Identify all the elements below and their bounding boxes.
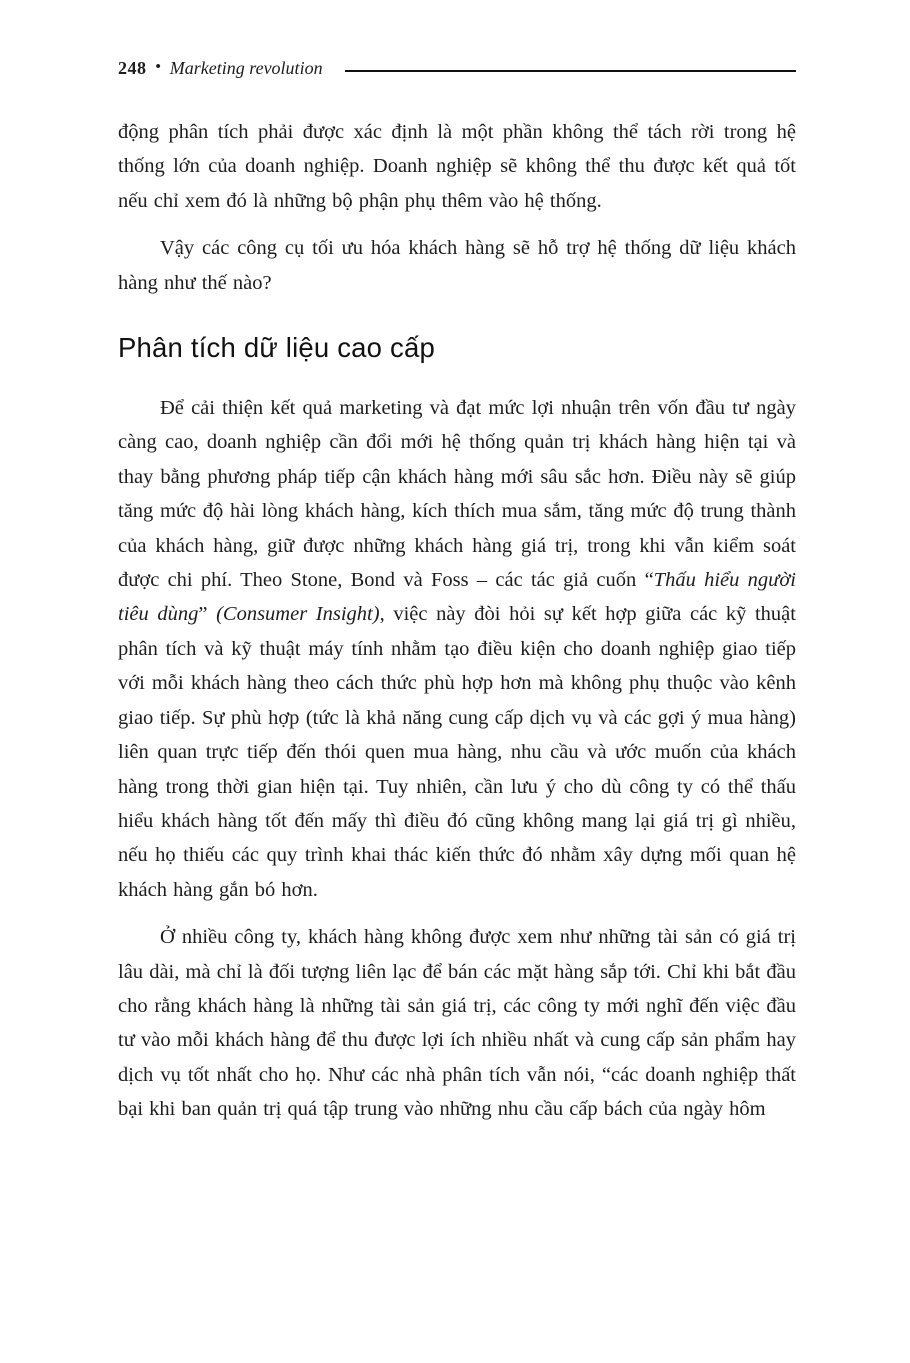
book-title-inline: Thấu hiểu người tiêu dùng <box>118 569 796 626</box>
header-bullet: • <box>155 59 161 75</box>
header-rule <box>345 70 796 72</box>
book-title-english-inline: (Consumer Insight) <box>216 603 380 626</box>
paragraph-continuation: động phân tích phải được xác định là một phần không thể tách rời trong hệ thống lớn của doanh nghiệp. Doanh nghiệp sẽ không thể thu được kết quả tốt nếu chỉ xem đó là những bộ phận phụ thêm vào hệ thống. <box>118 121 796 212</box>
book-title: Marketing revolution <box>169 58 323 78</box>
paragraph-analysis <box>118 391 796 907</box>
paragraph-text: , việc này đòi hỏi sự kết hợp giữa các kỹ thuật phân tích và kỹ thuật máy tính nhằm tạo điều kiện cho doanh nghiệp giao tiếp với mỗi khách hàng theo cách thức phù hợp hơn mà không phụ thuộc vào kênh giao tiếp. Sự phù hợp (tức là khả năng cung cấp dịch vụ và các gợi ý mua hàng) liên quan trực tiếp đến thói quen mua hàng, nhu cầu và ước muốn của khách hàng trong thời gian hiện tại. Tuy nhiên, cần lưu ý cho dù công ty có thể thấu hiểu khách hàng tốt đến mấy thì điều đó cũng không mang lại giá trị gì nhiều, nếu họ thiếu các quy trình khai thác kiến thức đó nhằm xây dựng mối quan hệ khách hàng gắn bó hơn. <box>118 603 796 901</box>
page-body <box>118 115 796 1127</box>
paragraph-text: Để cải thiện kết quả marketing và đạt mức lợi nhuận trên vốn đầu tư ngày càng cao, doanh nghiệp cần đổi mới hệ thống quản trị khách hàng hiện tại và thay bằng phương pháp tiếp cận khách hàng mới sâu sắc hơn. Điều này sẽ giúp tăng mức độ hài lòng khách hàng, kích thích mua sắm, tăng mức độ trung thành của khách hàng, giữ được những khách hàng giá trị, trong khi vẫn kiểm soát được chi phí. Theo Stone, Bond và Foss – các tác giả cuốn “ <box>118 397 796 592</box>
paragraph-customers-as-assets: Ở nhiều công ty, khách hàng không được xem như những tài sản có giá trị lâu dài, mà chỉ là đối tượng liên lạc để bán các mặt hàng sắp tới. Chỉ khi bắt đầu cho rằng khách hàng là những tài sản giá trị, các công ty mới nghĩ đến việc đầu tư vào mỗi khách hàng để thu được lợi ích nhiều nhất và cung cấp sản phẩm hay dịch vụ tốt nhất cho họ. Như các nhà phân tích vẫn nói, “các doanh nghiệp thất bại khi ban quản trị quá tập trung vào những nhu cầu cấp bách của ngày hôm <box>118 926 796 1121</box>
page-header <box>118 58 796 79</box>
paragraph-text: ” <box>198 603 217 626</box>
section-heading: Phân tích dữ liệu cao cấp <box>118 332 435 364</box>
page-number: 248 <box>118 58 147 78</box>
paragraph-question: Vậy các công cụ tối ưu hóa khách hàng sẽ hỗ trợ hệ thống dữ liệu khách hàng như thế nào? <box>118 237 796 294</box>
